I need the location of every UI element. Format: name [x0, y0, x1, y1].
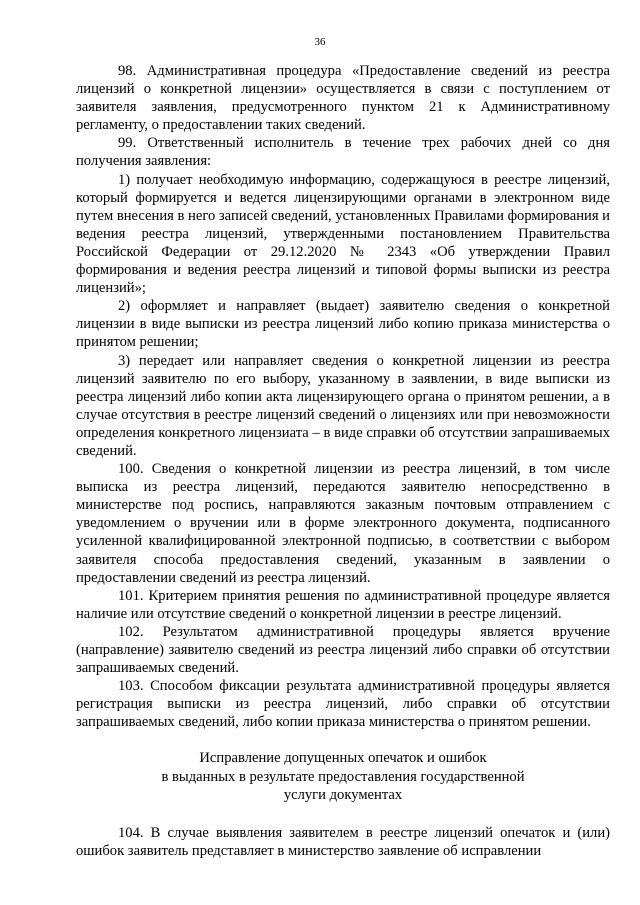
paragraph-101: 101. Критерием принятия решения по административной процедуре является наличие или отсутствие сведений о конкретной лицензии в реестре лицензий. [76, 587, 610, 622]
section-heading-line: услуги документах [283, 786, 403, 803]
section-heading-line: Исправление допущенных опечаток и ошибок [199, 750, 487, 767]
page-number: 36 [314, 36, 326, 48]
section-heading-line: в выданных в результате предоставления государственной [161, 768, 525, 785]
paragraph-98: 98. Административная процедура «Предоставление сведений из реестра лицензий о конкретной лицензии» осуществляется в связи с поступлением от заявителя заявления, предусмотренного пунктом 21 к Административному регламенту, о предоставлении таких сведений. [76, 63, 610, 134]
document-body [76, 62, 610, 860]
paragraph-104: 104. В случае выявления заявителем в реестре лицензий опечаток и (или) ошибок заявитель представляет в министерство заявление об исправлении [76, 824, 610, 859]
paragraph-103: 103. Способом фиксации результата административной процедуры является регистрация выписки из реестра лицензий, либо справки об отсутствии запрашиваемых сведений, либо копии приказа министерства о принятом решении. [76, 678, 610, 731]
paragraph-99-item-1: 1) получает необходимую информацию, содержащуюся в реестре лицензий, который формируется и ведется лицензирующими органами в электронном виде путем внесения в него записей сведений, установленных Правилами формирования и ведения реестра лицензий, утвержденными постановлением Правительства Российской Федерации от 29.12.2020 № 2343 «Об утверждении Правил формирования и ведения реестра лицензий и типовой формы выписки из реестра лицензий»; [76, 171, 610, 297]
section-heading [76, 749, 610, 803]
paragraph-102: 102. Результатом административной процедуры является вручение (направление) заявителю сведений из реестра лицензий либо справки об отсутствии запрашиваемых сведений. [76, 623, 610, 677]
paragraph-99-item-2: 2) оформляет и направляет (выдает) заявителю сведения о конкретной лицензии в виде выписки из реестра лицензий либо копию приказа министерства о принятом решении; [76, 298, 610, 351]
paragraph-99-item-3: 3) передает или направляет сведения о конкретной лицензии из реестра лицензий заявителю по его выбору, указанному в заявлении, в виде выписки из реестра лицензий либо копии акта лицензирующего органа о принятом решении, а в случае отсутствия в реестре лицензий сведений о лицензиях или при невозможности определения конкретного лицензиата – в виде справки об отсутствии запрашиваемых сведений. [76, 352, 610, 459]
paragraph-100: 100. Сведения о конкретной лицензии из реестра лицензий, в том числе выписка из реестра лицензий, передаются заявителю непосредственно в министерстве под роспись, направляются заказным почтовым отправлением с уведомлением о вручении или в форме электронного документа, подписанного усиленной квалифицированной электронной подписью, в соответствии с выбором заявителя способа предоставления сведений, указанным в заявлении о предоставлении сведений из реестра лицензий. [76, 461, 610, 586]
paragraph-99: 99. Ответственный исполнитель в течение трех рабочих дней со дня получения заявления: [76, 135, 610, 170]
